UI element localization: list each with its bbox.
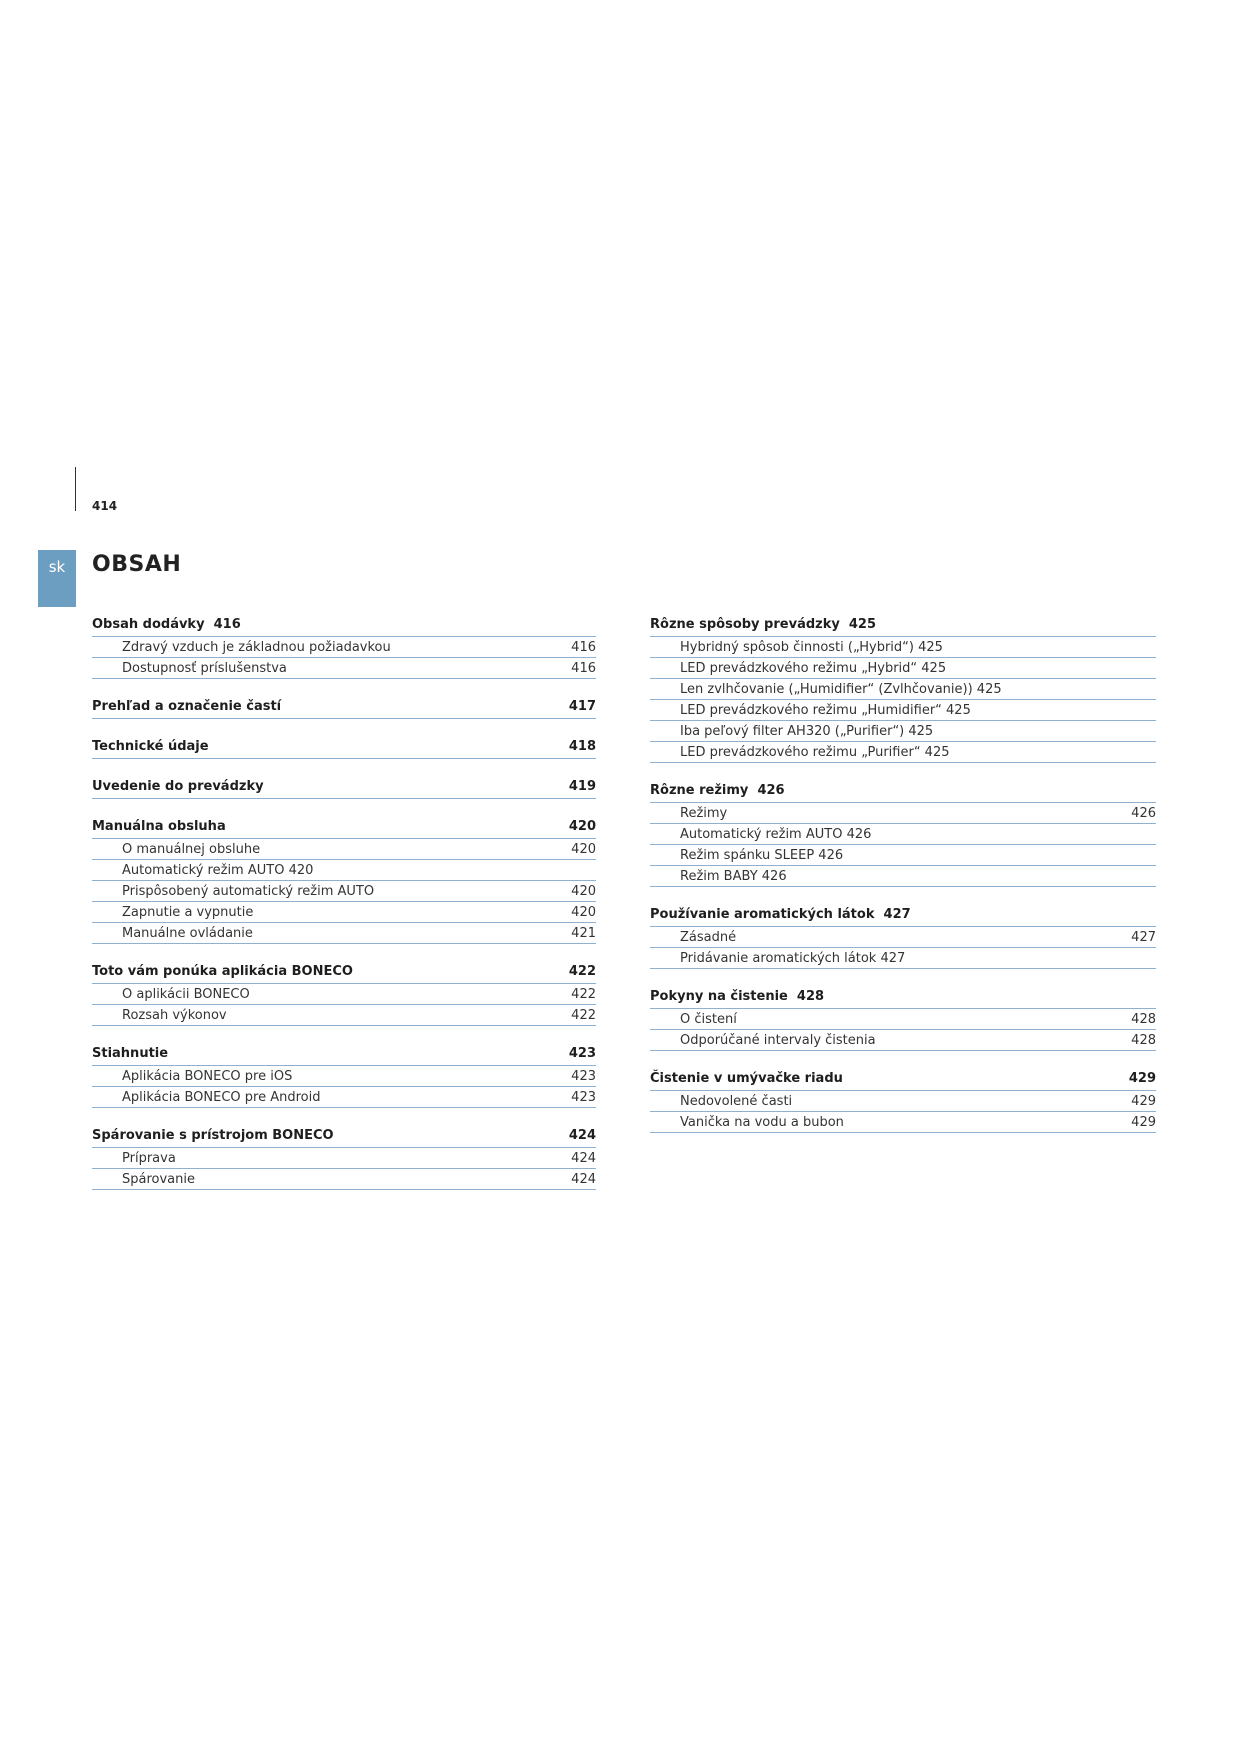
toc-heading-label: Technické údaje <box>92 738 209 754</box>
page-title: OBSAH <box>92 552 182 577</box>
toc-entry[interactable] <box>92 1169 596 1190</box>
toc-entry-label: Aplikácia BONECO pre Android <box>122 1089 321 1105</box>
toc-entry[interactable] <box>650 637 1156 658</box>
toc-entry-label: Zapnutie a vypnutie <box>122 904 254 920</box>
toc-section-heading[interactable] <box>650 986 1156 1009</box>
toc-section-heading[interactable] <box>92 1043 596 1066</box>
toc-heading-label: Obsah dodávky <box>92 616 205 632</box>
toc-entry[interactable] <box>650 845 1156 866</box>
toc-heading-page: 426 <box>757 782 785 798</box>
toc-entry[interactable] <box>650 679 1156 700</box>
toc-entry-page: 428 <box>1131 1032 1156 1048</box>
toc-section <box>92 776 596 799</box>
toc-entry-label: Zásadné <box>680 929 737 945</box>
toc-entry[interactable] <box>650 824 1156 845</box>
toc-section <box>92 696 596 719</box>
toc-entry-page: 423 <box>571 1089 596 1105</box>
toc-entry-page: 416 <box>571 639 596 655</box>
toc-entry[interactable] <box>650 721 1156 742</box>
toc-entry-label: Režimy <box>680 805 728 821</box>
toc-entry[interactable] <box>650 1009 1156 1030</box>
toc-entry[interactable] <box>92 1066 596 1087</box>
toc-heading-page: 425 <box>848 616 877 632</box>
toc-entry-page: 416 <box>571 660 596 676</box>
toc-entry[interactable] <box>92 637 596 658</box>
page-number: 414 <box>92 499 118 513</box>
toc-heading-page: 417 <box>568 698 596 714</box>
toc-entry-label: Príprava <box>122 1150 176 1166</box>
toc-entry[interactable] <box>92 1005 596 1026</box>
toc-section <box>650 904 1156 969</box>
toc-entry-page: 428 <box>1131 1011 1156 1027</box>
toc-heading-inline <box>650 783 785 798</box>
toc-heading-label: Spárovanie s prístrojom BONECO <box>92 1127 334 1143</box>
toc-heading-inline <box>650 907 911 922</box>
toc-entry[interactable] <box>92 984 596 1005</box>
toc-entry-label: Pridávanie aromatických látok 427 <box>680 950 906 966</box>
toc-heading-label: Používanie aromatických látok <box>650 906 875 922</box>
toc-entry-page: 427 <box>1131 929 1156 945</box>
toc-heading-label: Stiahnutie <box>92 1045 169 1061</box>
toc-entry-label: Dostupnosť príslušenstva <box>122 660 287 676</box>
toc-heading-page: 429 <box>1128 1070 1156 1086</box>
toc-entry[interactable] <box>650 927 1156 948</box>
toc-entry-label: Len zvlhčovanie („Humidifier“ (Zvlhčovanie)) 425 <box>680 681 1002 697</box>
toc-heading-page: 420 <box>568 818 596 834</box>
toc-entry-label: Prispôsobený automatický režim AUTO <box>122 883 375 899</box>
toc-right-column <box>650 614 1156 1150</box>
toc-section <box>650 986 1156 1051</box>
toc-section <box>92 614 596 679</box>
toc-entry-label: Vanička na vodu a bubon <box>680 1114 844 1130</box>
toc-entry-label: LED prevádzkového režimu „Humidifier“ 425 <box>680 702 971 718</box>
toc-entry[interactable] <box>650 803 1156 824</box>
toc-entry[interactable] <box>650 1030 1156 1051</box>
toc-entry-label: Automatický režim AUTO 426 <box>680 826 872 842</box>
toc-section-heading[interactable] <box>92 961 596 984</box>
toc-section-heading[interactable] <box>92 614 596 637</box>
toc-entry[interactable] <box>92 1148 596 1169</box>
toc-section <box>92 1125 596 1190</box>
toc-entry-label: Režim BABY 426 <box>680 868 787 884</box>
toc-entry-page: 420 <box>571 841 596 857</box>
toc-entry-page: 420 <box>571 904 596 920</box>
toc-heading-label: Manuálna obsluha <box>92 818 226 834</box>
toc-entry-page: 424 <box>571 1171 596 1187</box>
toc-entry[interactable] <box>92 923 596 944</box>
toc-entry-label: Zdravý vzduch je základnou požiadavkou <box>122 639 391 655</box>
toc-entry-label: Aplikácia BONECO pre iOS <box>122 1068 293 1084</box>
toc-entry[interactable] <box>650 866 1156 887</box>
toc-section <box>92 961 596 1026</box>
toc-entry-label: Spárovanie <box>122 1171 195 1187</box>
toc-entry[interactable] <box>650 1112 1156 1133</box>
toc-entry-label: O čistení <box>680 1011 737 1027</box>
toc-entry[interactable] <box>650 742 1156 763</box>
toc-entry-label: LED prevádzkového režimu „Purifier“ 425 <box>680 744 950 760</box>
toc-entry-page: 426 <box>1131 805 1156 821</box>
toc-heading-label: Čistenie v umývačke riadu <box>650 1070 843 1086</box>
toc-section <box>650 780 1156 887</box>
toc-entry[interactable] <box>650 1091 1156 1112</box>
toc-section-heading[interactable] <box>92 696 596 719</box>
toc-entry-label: O manuálnej obsluhe <box>122 841 261 857</box>
toc-entry[interactable] <box>92 860 596 881</box>
toc-section <box>92 736 596 759</box>
toc-entry[interactable] <box>650 700 1156 721</box>
toc-section-heading[interactable] <box>92 1125 596 1148</box>
toc-heading-page: 419 <box>568 778 596 794</box>
toc-entry-page: 420 <box>571 883 596 899</box>
toc-entry-page: 422 <box>571 1007 596 1023</box>
toc-entry[interactable] <box>92 658 596 679</box>
toc-entry-label: Rozsah výkonov <box>122 1007 227 1023</box>
toc-heading-label: Prehľad a označenie častí <box>92 698 282 714</box>
toc-section <box>650 1068 1156 1133</box>
toc-entry-label: Automatický režim AUTO 420 <box>122 862 314 878</box>
toc-entry-page: 429 <box>1131 1093 1156 1109</box>
toc-left-column <box>92 614 596 1207</box>
toc-entry-label: Iba peľový filter AH320 („Purifier“) 425 <box>680 723 934 739</box>
toc-heading-inline <box>650 617 876 632</box>
toc-heading-label: Rôzne spôsoby prevádzky <box>650 616 840 632</box>
toc-entry-label: Hybridný spôsob činnosti („Hybrid“) 425 <box>680 639 943 655</box>
toc-heading-page: 424 <box>568 1127 596 1143</box>
toc-entry-page: 423 <box>571 1068 596 1084</box>
toc-heading-inline <box>650 989 824 1004</box>
toc-section <box>92 816 596 944</box>
toc-heading-inline <box>92 617 241 632</box>
toc-heading-page: 423 <box>568 1045 596 1061</box>
toc-section-heading[interactable] <box>650 1068 1156 1091</box>
toc-heading-label: Uvedenie do prevádzky <box>92 778 264 794</box>
toc-section <box>92 1043 596 1108</box>
toc-entry-label: O aplikácii BONECO <box>122 986 250 1002</box>
language-tab: sk <box>38 550 76 607</box>
toc-entry[interactable] <box>92 839 596 860</box>
toc-heading-label: Toto vám ponúka aplikácia BONECO <box>92 963 353 979</box>
toc-section-heading[interactable] <box>92 816 596 839</box>
toc-heading-page: 428 <box>796 988 825 1004</box>
toc-heading-page: 416 <box>213 616 241 632</box>
toc-heading-page: 427 <box>883 906 911 922</box>
toc-entry-page: 424 <box>571 1150 596 1166</box>
toc-section-heading[interactable] <box>650 780 1156 803</box>
toc-entry[interactable] <box>92 1087 596 1108</box>
toc-entry[interactable] <box>92 881 596 902</box>
toc-heading-page: 422 <box>568 963 596 979</box>
toc-entry[interactable] <box>650 658 1156 679</box>
toc-heading-page: 418 <box>568 738 596 754</box>
toc-entry-label: Odporúčané intervaly čistenia <box>680 1032 876 1048</box>
toc-entry-page: 421 <box>571 925 596 941</box>
toc-entry-page: 422 <box>571 986 596 1002</box>
toc-section-heading[interactable] <box>650 904 1156 927</box>
toc-section <box>650 614 1156 763</box>
toc-section-heading[interactable] <box>650 614 1156 637</box>
toc-heading-label: Pokyny na čistenie <box>650 988 788 1004</box>
toc-entry-page: 429 <box>1131 1114 1156 1130</box>
toc-entry-label: Manuálne ovládanie <box>122 925 253 941</box>
toc-entry[interactable] <box>650 948 1156 969</box>
toc-entry[interactable] <box>92 902 596 923</box>
toc-entry-label: LED prevádzkového režimu „Hybrid“ 425 <box>680 660 947 676</box>
toc-section-heading[interactable] <box>92 736 596 759</box>
toc-entry-label: Nedovolené časti <box>680 1093 793 1109</box>
toc-entry-label: Režim spánku SLEEP 426 <box>680 847 844 863</box>
margin-rule <box>75 467 76 511</box>
toc-heading-label: Rôzne režimy <box>650 782 749 798</box>
toc-section-heading[interactable] <box>92 776 596 799</box>
